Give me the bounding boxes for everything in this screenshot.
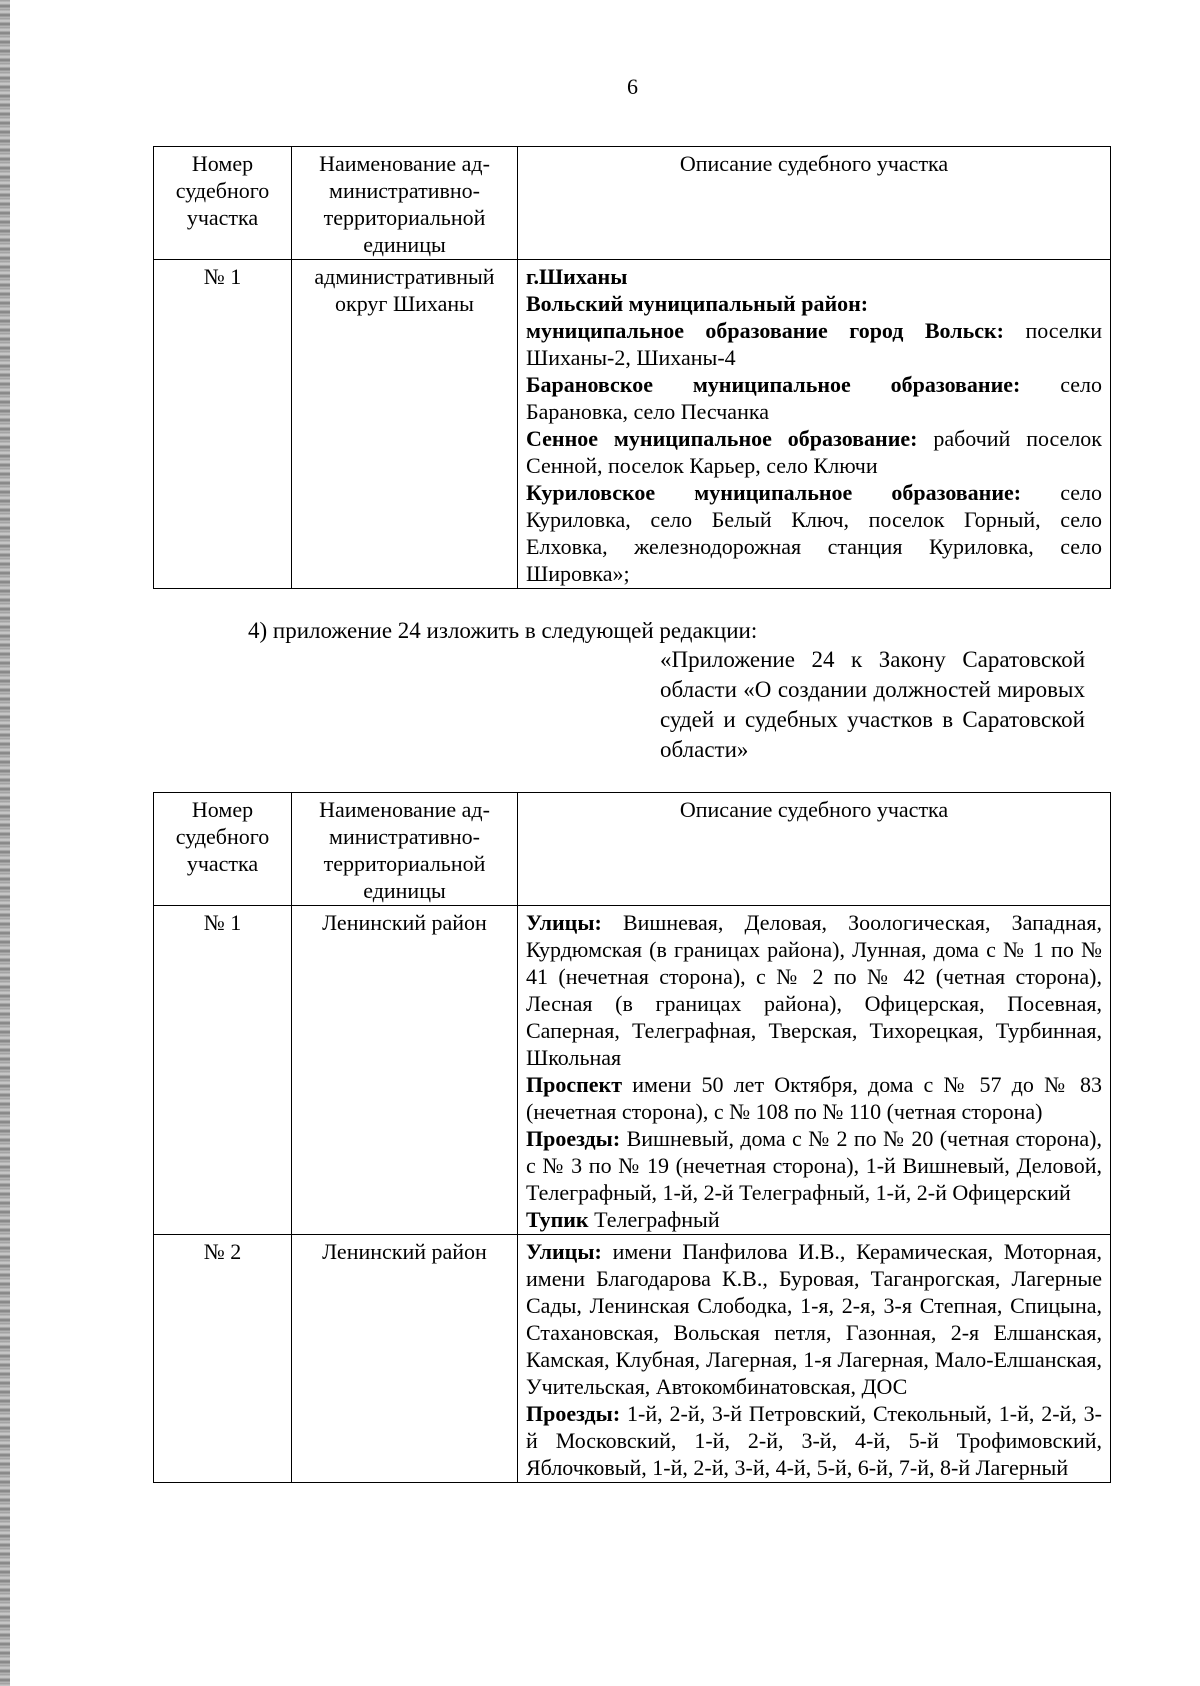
header-description: Описание судебного участка — [518, 147, 1111, 260]
scan-page-edge — [0, 0, 10, 1686]
header-district-number: Номер судебного участка — [154, 793, 292, 906]
table-header-row — [154, 147, 1111, 260]
admin-unit: Ленинский район — [292, 906, 518, 1235]
header-district-number: Номер судебного участка — [154, 147, 292, 260]
admin-unit: Ленинский район — [292, 1235, 518, 1483]
amendment-text: 4) приложение 24 изложить в следующей редакции: — [248, 618, 758, 643]
district-number: № 1 — [154, 260, 292, 589]
table-row — [154, 260, 1111, 589]
district-number: № 2 — [154, 1235, 292, 1483]
admin-unit: административный округ Шиханы — [292, 260, 518, 589]
table-header-row — [154, 793, 1111, 906]
appendix-quote: «Приложение 24 к Закону Саратовской области «О создании должностей мировых судей и судебных участков в Саратовской области» — [660, 647, 1085, 762]
header-admin-unit: Наименование ад- министративно- территориальной единицы — [292, 147, 518, 260]
district-description: Улицы: Вишневая, Деловая, Зоологическая, Западная, Курдюмская (в границах района), Лунная, дома с № 1 по № 41 (нечетная сторона), с № 2 по № 42 (четная сторона), Лесная (в границах района), Офицерская, Посевная, Саперная, Телеграфная, Тверская, Тихорецкая, Турбинная, Школьная Проспект имени 50 лет Октября, дома с № 57 до № 83 (нечетная сторона), с № 108 по № 110 (четная сторона) Проезды: Вишневый, дома с № 2 по № 20 (четная сторона), с № 3 по № 19 (нечетная сторона), 1-й Вишневый, Деловой, Телеграфный, 1-й, 2-й Телеграфный, 1-й, 2-й Офицерский Тупик Телеграфный — [518, 906, 1111, 1235]
district-description: Улицы: имени Панфилова И.В., Керамическая, Моторная, имени Благодарова К.В., Буровая, Таганрогская, Лагерные Сады, Ленинская Слободка, 1-я, 2-я, 3-я Степная, Спицына, Стахановская, Вольская петля, Газонная, 2-я Елшанская, Камская, Клубная, Лагерная, 1-я Лагерная, Мало-Елшанская, Учительская, Автокомбинатовская, ДОС Проезды: 1-й, 2-й, 3-й Петровский, Стекольный, 1-й, 2-й, 3-й Московский, 1-й, 2-й, 3-й, 4-й, 5-й Трофимовский, Яблочковый, 1-й, 2-й, 3-й, 4-й, 5-й, 6-й, 7-й, 8-й Лагерный — [518, 1235, 1111, 1483]
table-row — [154, 906, 1111, 1235]
district-number: № 1 — [154, 906, 292, 1235]
district-description: г.Шиханы Вольский муниципальный район: муниципальное образование город Вольск: поселки Шиханы-2, Шиханы-4 Барановское муниципальное образование: село Барановка, село Песчанка Сенное муниципальное образование: рабочий поселок Сенной, поселок Карьер, село Ключи Куриловское муниципальное образование: село Куриловка, село Белый Ключ, поселок Горный, село Елховка, железнодорожная станция Куриловка, село Шировка»; — [518, 260, 1111, 589]
header-description: Описание судебного участка — [518, 793, 1111, 906]
court-district-table-1 — [153, 146, 1111, 589]
court-district-table-2 — [153, 792, 1111, 1483]
table-row — [154, 1235, 1111, 1483]
page-number: 6 — [627, 74, 638, 99]
header-admin-unit: Наименование ад- министративно- территориальной единицы — [292, 793, 518, 906]
